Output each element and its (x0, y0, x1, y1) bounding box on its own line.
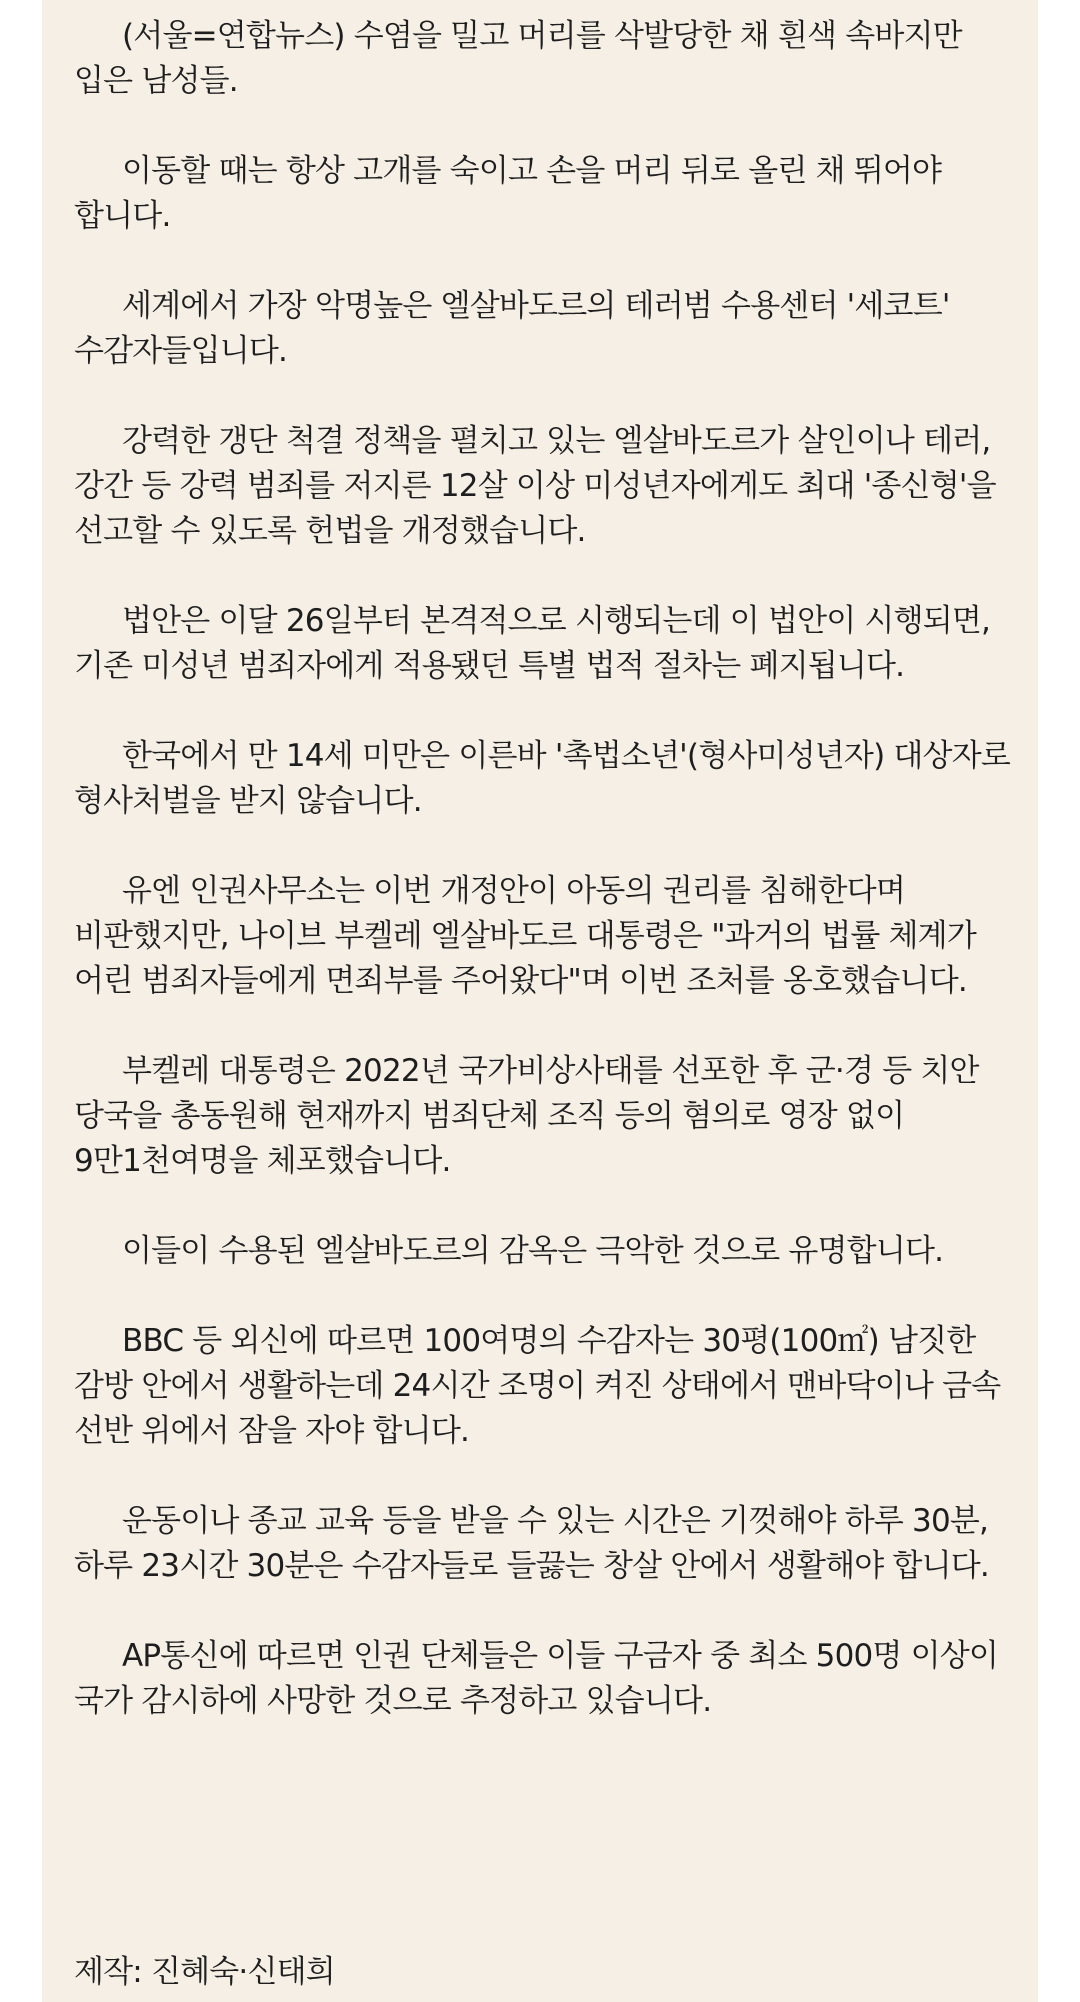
article-paragraph: 이들이 수용된 엘살바도르의 감옥은 극악한 것으로 유명합니다. (122, 1233, 944, 1269)
article-paragraph: 법안은 이달 26일부터 본격적으로 시행되는데 이 법안이 시행되면, 기존 미성년 범죄자에게 적용됐던 특별 법적 절차는 폐지됩니다. (74, 603, 991, 684)
article-paragraph: (서울=연합뉴스) 수염을 밀고 머리를 삭발당한 채 흰색 속바지만 입은 남성들. (74, 18, 962, 99)
article-paragraph: BBC 등 외신에 따르면 100여명의 수감자는 30평(100㎡) 남짓한 감방 안에서 생활하는데 24시간 조명이 켜진 상태에서 맨바닥이나 금속 선반 위에서 잠을 자야 합니다. (74, 1323, 1001, 1449)
production-credit: 제작: 진혜숙·신태희 (74, 1954, 335, 1990)
article-paragraph: AP통신에 따르면 인권 단체들은 이들 구금자 중 최소 500명 이상이 국가 감시하에 사망한 것으로 추정하고 있습니다. (74, 1638, 999, 1719)
article-paragraph: 운동이나 종교 교육 등을 받을 수 있는 시간은 기껏해야 하루 30분, 하루 23시간 30분은 수감자들로 들끓는 창살 안에서 생활해야 합니다. (74, 1503, 989, 1584)
article-paragraph: 강력한 갱단 척결 정책을 펼치고 있는 엘살바도르가 살인이나 테러, 강간 등 강력 범죄를 저지른 12살 이상 미성년자에게도 최대 '종신형'을 선고할 수 있도록 헌법을 개정했습니다. (74, 423, 996, 549)
article-paragraph: 유엔 인권사무소는 이번 개정안이 아동의 권리를 침해한다며 비판했지만, 나이브 부켈레 엘살바도르 대통령은 "과거의 법률 체계가 어린 범죄자들에게 면죄부를 주어왔다"며 이번 조처를 옹호했습니다. (74, 873, 976, 999)
article-paragraph: 세계에서 가장 악명높은 엘살바도르의 테러범 수용센터 '세코트' 수감자들입니다. (74, 288, 950, 369)
article-paragraph: 이동할 때는 항상 고개를 숙이고 손을 머리 뒤로 올린 채 뛰어야 합니다. (74, 153, 942, 234)
article-paragraph: 부켈레 대통령은 2022년 국가비상사태를 선포한 후 군·경 등 치안 당국을 총동원해 현재까지 범죄단체 조직 등의 혐의로 영장 없이 9만1천여명을 체포했습니다. (74, 1053, 979, 1179)
article-body (74, 14, 1014, 1769)
article-paragraph: 한국에서 만 14세 미만은 이른바 '촉법소년'(형사미성년자) 대상자로 형사처벌을 받지 않습니다. (74, 738, 1010, 819)
